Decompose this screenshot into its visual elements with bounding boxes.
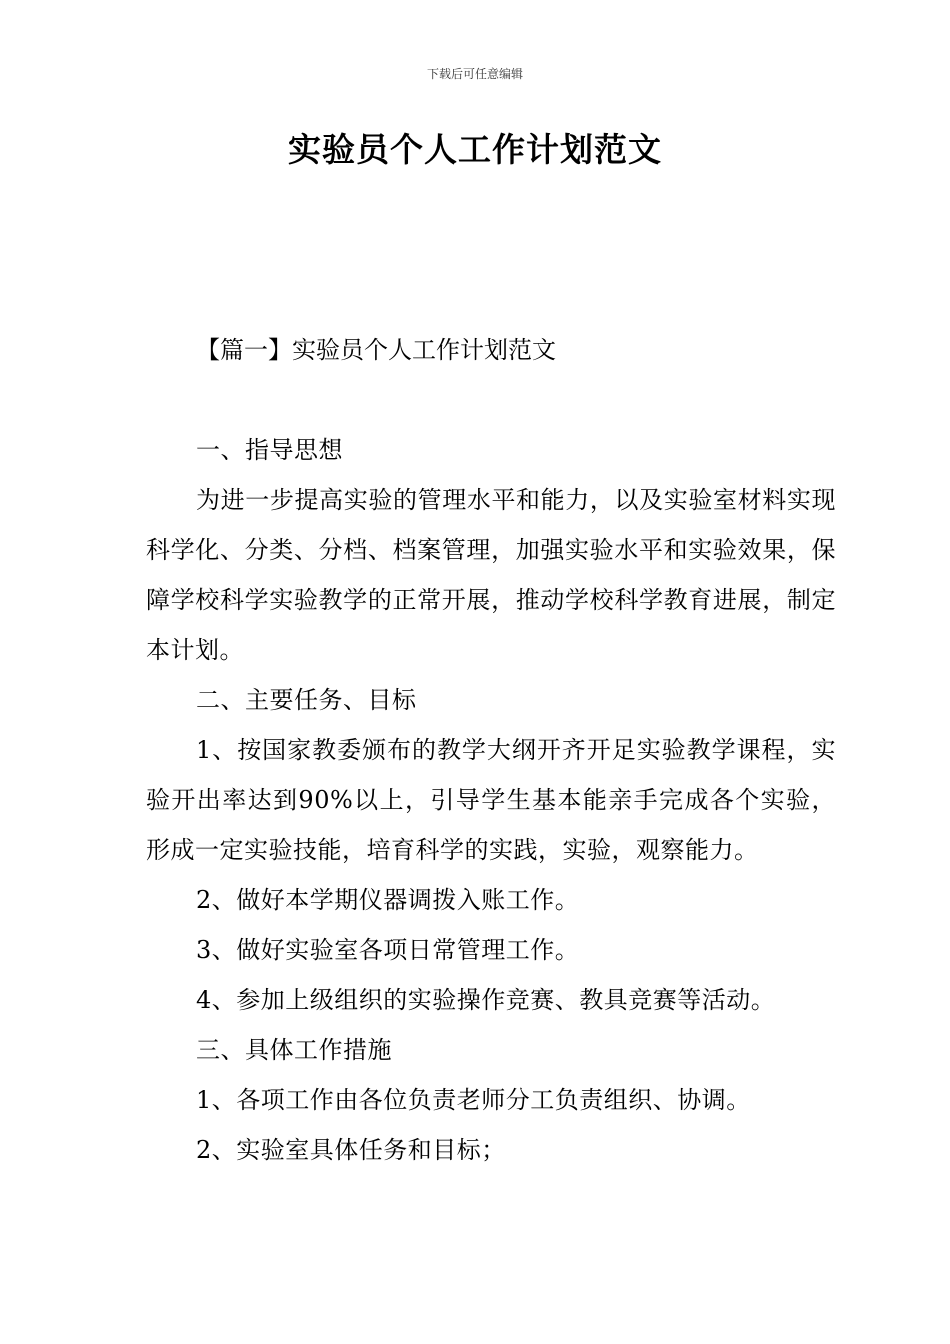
document-title: 实验员个人工作计划范文 <box>288 130 662 169</box>
section-title: 【篇一】实验员个人工作计划范文 <box>196 336 556 364</box>
paragraph-measure-2: 2、实验室具体任务和目标； <box>196 1136 506 1164</box>
paragraph-guiding-thought: 为进一步提高实验的管理水平和能力，以及实验室材料实现科学化、分类、分档、档案管理，加强实验水平和实验效果，保障学校科学实验教学的正常开展，推动学校科学教育进展，制定本计划。 <box>146 486 836 664</box>
header-note: 下载后可任意编辑 <box>426 67 523 81</box>
paragraph-task-1: 1、按国家教委颁布的教学大纲开齐开足实验教学课程，实验开出率达到90%以上，引导学生基本能亲手完成各个实验，形成一定实验技能，培育科学的实践，实验，观察能力。 <box>146 736 836 864</box>
heading-guiding-thought: 一、指导思想 <box>196 436 343 464</box>
paragraph-task-2: 2、做好本学期仪器调拨入账工作。 <box>196 886 580 914</box>
heading-main-tasks: 二、主要任务、目标 <box>196 686 417 714</box>
paragraph-measure-1: 1、各项工作由各位负责老师分工负责组织、协调。 <box>196 1086 751 1114</box>
paragraph-task-3: 3、做好实验室各项日常管理工作。 <box>196 936 580 964</box>
heading-measures: 三、具体工作措施 <box>196 1036 392 1064</box>
paragraph-task-4: 4、参加上级组织的实验操作竞赛、教具竞赛等活动。 <box>196 986 776 1014</box>
document-body <box>146 425 836 1175</box>
